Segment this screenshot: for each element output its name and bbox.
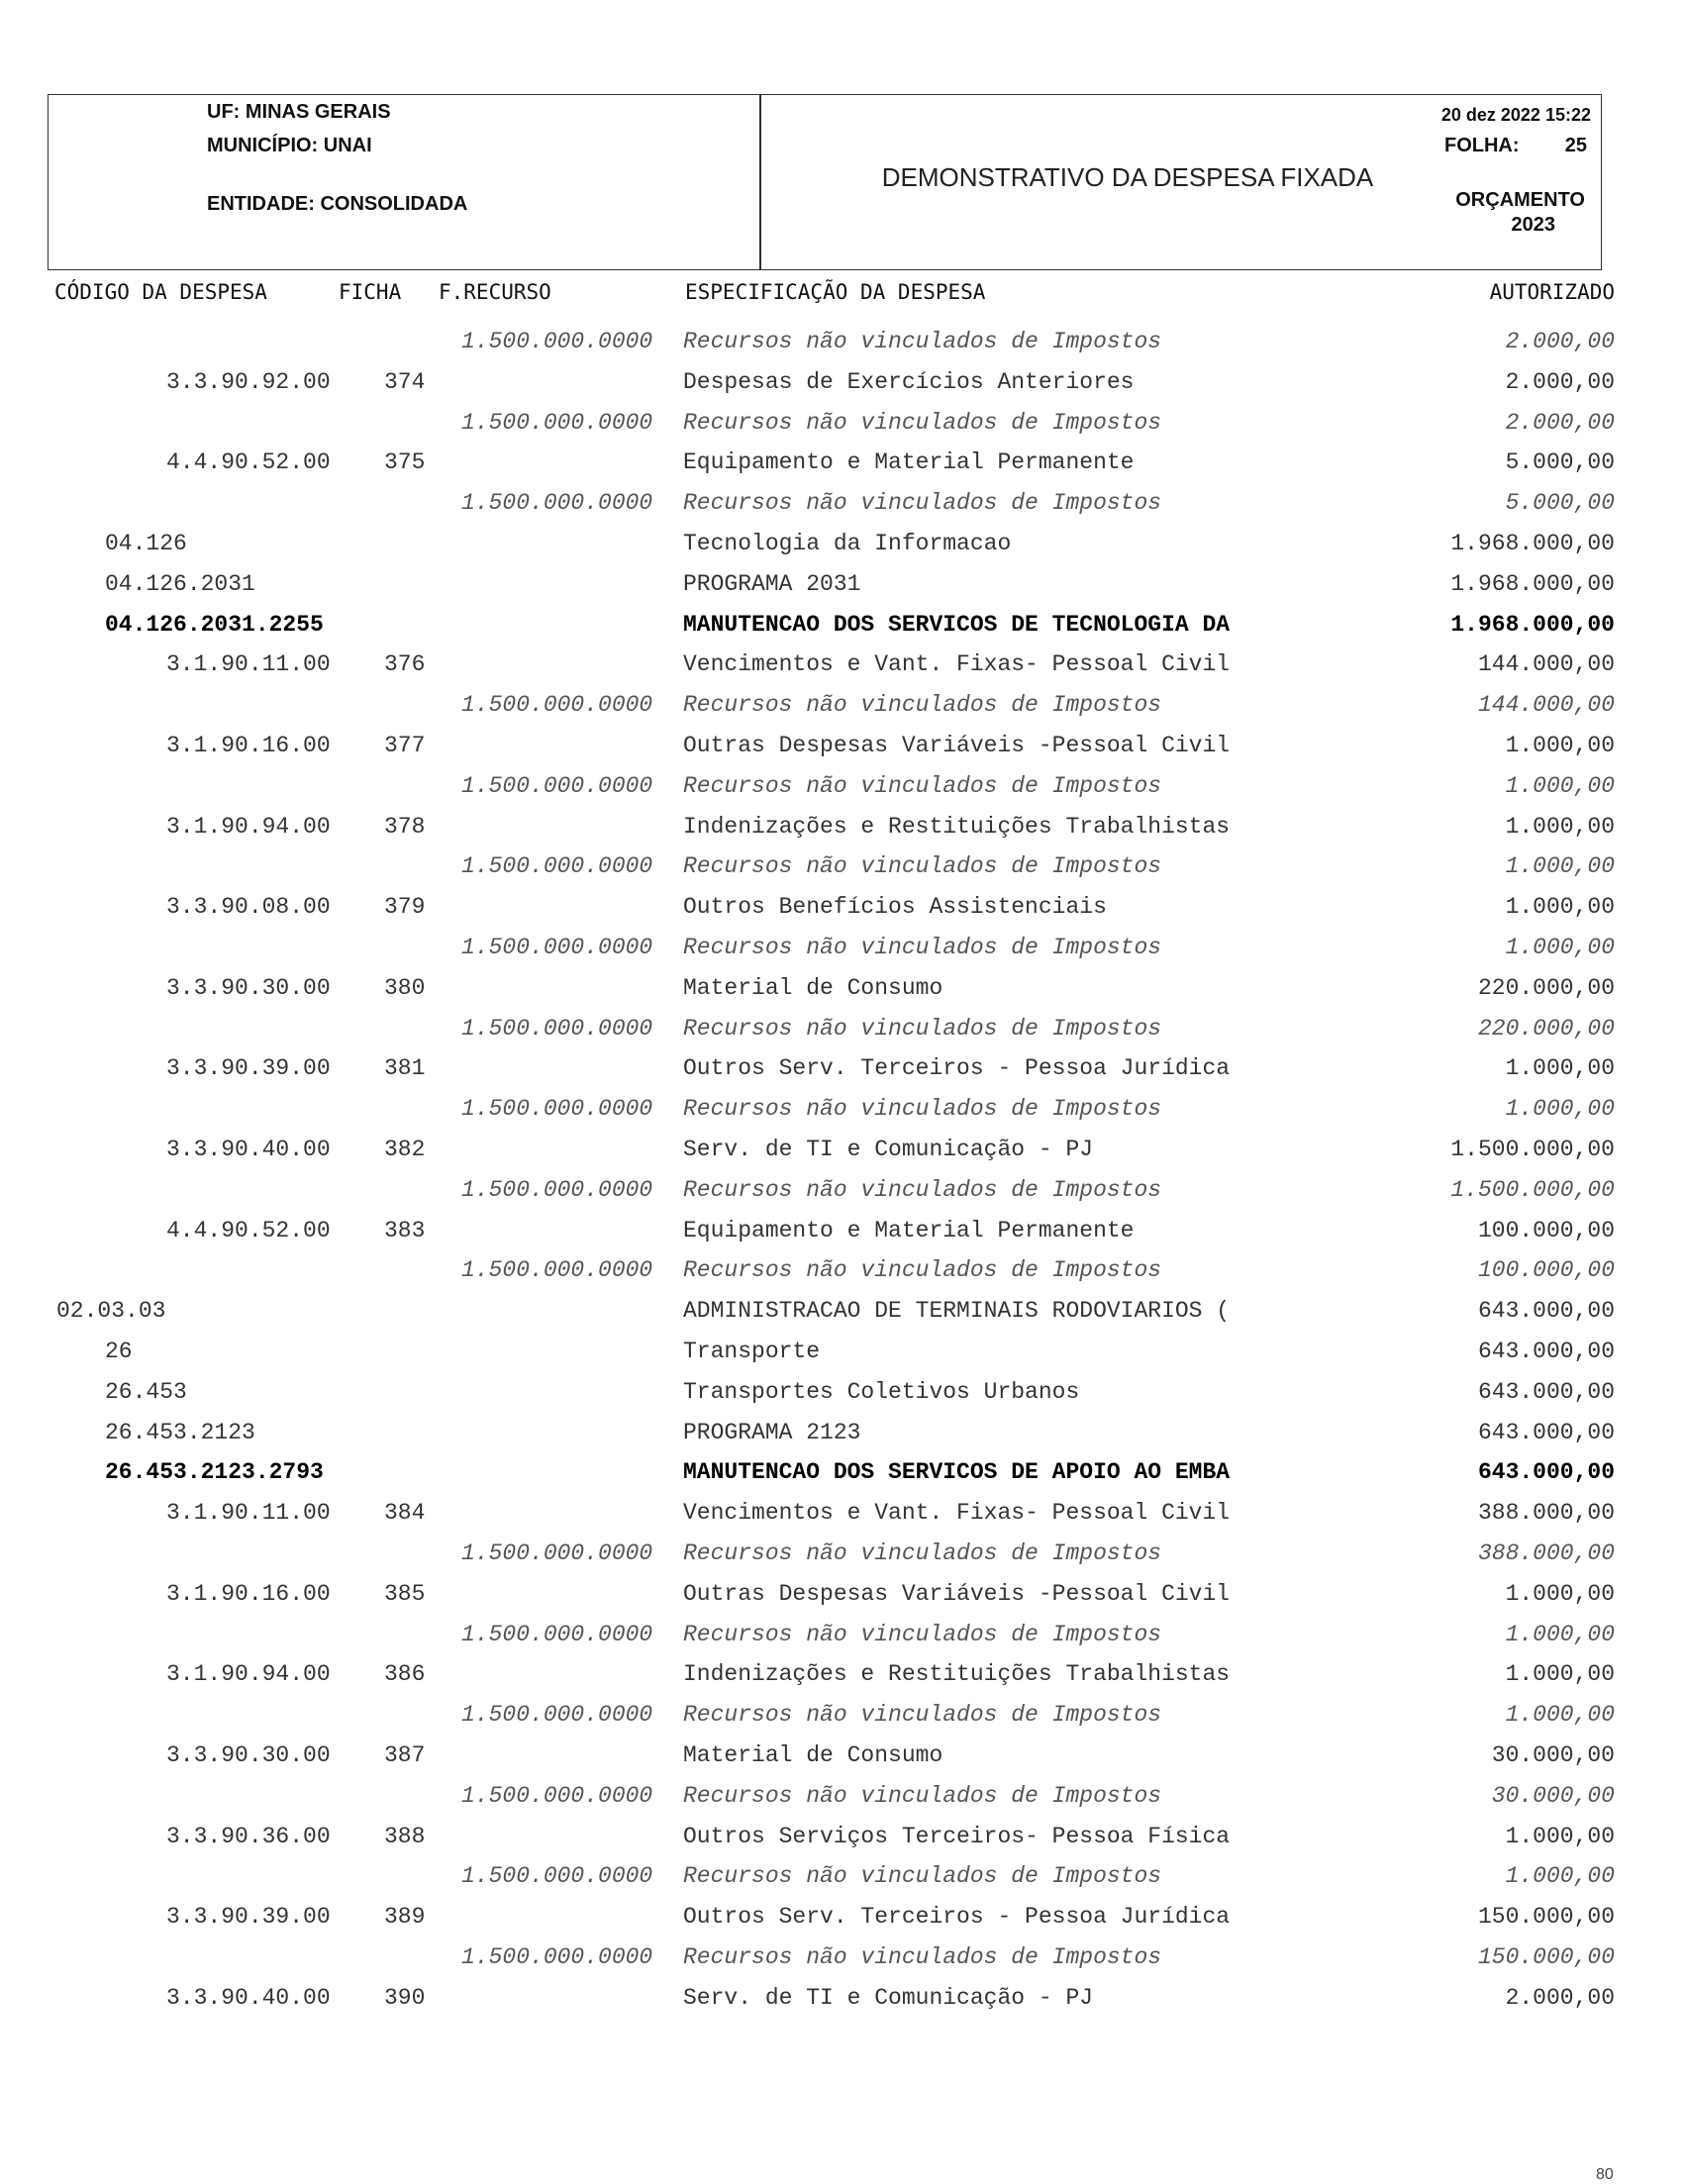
table-row	[0, 1175, 1684, 1215]
cell-autorizado: 5.000,00	[1505, 490, 1615, 517]
col-codigo-header: CÓDIGO DA DESPESA	[54, 280, 267, 304]
cell-fonte-recurso: 1.500.000.0000	[461, 1540, 653, 1566]
cell-especificacao: Equipamento e Material Permanente	[683, 449, 1135, 476]
table-row	[0, 690, 1684, 730]
cell-ficha: 376	[384, 651, 426, 678]
cell-especificacao: Recursos não vinculados de Impostos	[683, 1257, 1162, 1284]
cell-fonte-recurso: 1.500.000.0000	[461, 409, 653, 436]
cell-especificacao: Recursos não vinculados de Impostos	[683, 1863, 1162, 1890]
table-row	[0, 447, 1684, 487]
cell-autorizado: 1.000,00	[1505, 733, 1615, 758]
report-title: DEMONSTRATIVO DA DESPESA FIXADA	[881, 162, 1374, 192]
table-row	[0, 1740, 1684, 1780]
cell-code: 3.3.90.08.00	[166, 894, 331, 921]
cell-autorizado: 643.000,00	[1477, 1378, 1615, 1405]
cell-ficha: 381	[384, 1055, 426, 1082]
cell-especificacao: Vencimentos e Vant. Fixas- Pessoal Civil	[683, 651, 1231, 678]
cell-ficha: 389	[384, 1904, 426, 1931]
table-row	[0, 367, 1684, 407]
cell-autorizado: 643.000,00	[1477, 1339, 1615, 1364]
cell-ficha: 388	[384, 1823, 426, 1849]
cell-code: 26.453.2123	[105, 1419, 255, 1445]
table-row	[0, 1700, 1684, 1739]
cell-autorizado: 2.000,00	[1505, 368, 1615, 395]
col-especificacao-header: ESPECIFICAÇÃO DA DESPESA	[685, 280, 986, 304]
table-row	[0, 1418, 1684, 1457]
cell-code: 04.126.2031.2255	[105, 611, 324, 638]
cell-autorizado: 388.000,00	[1477, 1540, 1615, 1566]
table-row	[0, 1498, 1684, 1538]
cell-code: 26.453	[105, 1378, 187, 1405]
cell-autorizado: 1.000,00	[1505, 1621, 1615, 1647]
cell-ficha: 390	[384, 1984, 426, 2011]
cell-fonte-recurso: 1.500.000.0000	[461, 772, 653, 799]
cell-especificacao: Equipamento e Material Permanente	[683, 1217, 1135, 1243]
cell-autorizado: 1.000,00	[1505, 813, 1615, 840]
cell-autorizado: 1.968.000,00	[1450, 570, 1615, 597]
cell-ficha: 384	[384, 1500, 426, 1527]
cell-especificacao: Recursos não vinculados de Impostos	[683, 935, 1162, 960]
table-row	[0, 327, 1684, 366]
cell-autorizado: 220.000,00	[1477, 974, 1615, 1001]
cell-autorizado: 1.000,00	[1505, 1702, 1615, 1729]
table-row	[0, 488, 1684, 528]
cell-fonte-recurso: 1.500.000.0000	[461, 1621, 653, 1647]
cell-autorizado: 2.000,00	[1505, 329, 1615, 354]
cell-autorizado: 1.000,00	[1505, 1661, 1615, 1688]
cell-especificacao: Recursos não vinculados de Impostos	[683, 1782, 1162, 1809]
cell-code: 26	[105, 1339, 133, 1364]
table-row	[0, 731, 1684, 770]
table-row	[0, 1255, 1684, 1295]
table-row	[0, 1457, 1684, 1497]
cell-autorizado: 30.000,00	[1491, 1742, 1615, 1768]
table-row	[0, 1135, 1684, 1174]
table-row	[0, 529, 1684, 568]
table-row	[0, 771, 1684, 811]
table-row	[0, 1539, 1684, 1578]
cell-autorizado: 144.000,00	[1477, 692, 1615, 719]
cell-especificacao: Vencimentos e Vant. Fixas- Pessoal Civil	[683, 1500, 1231, 1527]
table-row	[0, 973, 1684, 1013]
cell-autorizado: 643.000,00	[1477, 1419, 1615, 1445]
cell-code: 3.3.90.40.00	[166, 1984, 331, 2011]
cell-ficha: 387	[384, 1742, 426, 1768]
cell-especificacao: Outras Despesas Variáveis -Pessoal Civil	[683, 733, 1231, 758]
page-number: 80	[1596, 2166, 1614, 2183]
cell-especificacao: Indenizações e Restituições Trabalhistas	[683, 813, 1231, 840]
cell-autorizado: 388.000,00	[1477, 1500, 1615, 1527]
cell-code: 04.126	[105, 531, 187, 556]
cell-autorizado: 1.000,00	[1505, 1580, 1615, 1607]
cell-especificacao: Recursos não vinculados de Impostos	[683, 490, 1162, 517]
cell-code: 3.3.90.39.00	[166, 1904, 331, 1931]
cell-especificacao: Recursos não vinculados de Impostos	[683, 329, 1162, 354]
table-row	[0, 1620, 1684, 1659]
table-row	[0, 408, 1684, 447]
cell-fonte-recurso: 1.500.000.0000	[461, 1176, 653, 1203]
cell-especificacao: Recursos não vinculados de Impostos	[683, 853, 1162, 880]
cell-autorizado: 643.000,00	[1477, 1298, 1615, 1325]
cell-especificacao: Transporte	[683, 1339, 821, 1364]
cell-especificacao: Recursos não vinculados de Impostos	[683, 1621, 1162, 1647]
cell-especificacao: Despesas de Exercícios Anteriores	[683, 368, 1135, 395]
table-row	[0, 1579, 1684, 1619]
col-autorizado-header: AUTORIZADO	[1489, 280, 1615, 304]
cell-especificacao: Recursos não vinculados de Impostos	[683, 409, 1162, 436]
cell-especificacao: Serv. de TI e Comunicação - PJ	[683, 1137, 1094, 1162]
cell-autorizado: 1.000,00	[1505, 1055, 1615, 1082]
cell-autorizado: 1.000,00	[1505, 894, 1615, 921]
cell-autorizado: 2.000,00	[1505, 1984, 1615, 2011]
cell-fonte-recurso: 1.500.000.0000	[461, 692, 653, 719]
cell-ficha: 386	[384, 1661, 426, 1688]
table-row	[0, 1094, 1684, 1134]
cell-code: 3.3.90.30.00	[166, 1742, 331, 1768]
cell-ficha: 383	[384, 1217, 426, 1243]
municipio-label: MUNICÍPIO: UNAI	[207, 135, 372, 156]
cell-especificacao: Tecnologia da Informacao	[683, 531, 1012, 556]
cell-code: 3.3.90.92.00	[166, 368, 331, 395]
cell-autorizado: 1.000,00	[1505, 1863, 1615, 1890]
cell-ficha: 374	[384, 368, 426, 395]
cell-autorizado: 1.000,00	[1505, 772, 1615, 799]
cell-especificacao: Outros Serv. Terceiros - Pessoa Jurídica	[683, 1904, 1231, 1931]
table-row	[0, 610, 1684, 649]
table-row	[0, 649, 1684, 689]
cell-code: 3.1.90.16.00	[166, 1580, 331, 1607]
cell-code: 3.1.90.16.00	[166, 733, 331, 758]
cell-especificacao: Serv. de TI e Comunicação - PJ	[683, 1984, 1094, 2011]
table-row	[0, 569, 1684, 609]
cell-ficha: 378	[384, 813, 426, 840]
orcamento-label: ORÇAMENTO	[1455, 189, 1585, 211]
cell-especificacao: Recursos não vinculados de Impostos	[683, 1176, 1162, 1203]
cell-autorizado: 1.968.000,00	[1450, 611, 1615, 638]
table-row	[0, 1216, 1684, 1255]
cell-autorizado: 220.000,00	[1477, 1015, 1615, 1042]
table-row	[0, 1861, 1684, 1901]
cell-autorizado: 30.000,00	[1491, 1782, 1615, 1809]
cell-autorizado: 5.000,00	[1505, 449, 1615, 476]
report-datetime: 20 dez 2022 15:22	[1440, 105, 1591, 125]
cell-code: 26.453.2123.2793	[105, 1459, 324, 1486]
cell-especificacao: Indenizações e Restituições Trabalhistas	[683, 1661, 1231, 1688]
cell-autorizado: 1.000,00	[1505, 935, 1615, 960]
cell-autorizado: 144.000,00	[1477, 651, 1615, 678]
cell-especificacao: Recursos não vinculados de Impostos	[683, 1702, 1162, 1729]
cell-especificacao: Recursos não vinculados de Impostos	[683, 1944, 1162, 1970]
cell-ficha: 382	[384, 1137, 426, 1162]
cell-code: 4.4.90.52.00	[166, 449, 331, 476]
table-row	[0, 1822, 1684, 1861]
cell-ficha: 385	[384, 1580, 426, 1607]
cell-code: 3.3.90.36.00	[166, 1823, 331, 1849]
cell-autorizado: 1.000,00	[1505, 1823, 1615, 1849]
cell-autorizado: 643.000,00	[1477, 1459, 1615, 1486]
cell-code: 02.03.03	[56, 1298, 166, 1325]
cell-fonte-recurso: 1.500.000.0000	[461, 1863, 653, 1890]
cell-code: 3.1.90.11.00	[166, 1500, 331, 1527]
cell-autorizado: 1.500.000,00	[1450, 1176, 1615, 1203]
cell-code: 4.4.90.52.00	[166, 1217, 331, 1243]
cell-autorizado: 100.000,00	[1477, 1217, 1615, 1243]
cell-especificacao: PROGRAMA 2031	[683, 570, 861, 597]
entidade-label: ENTIDADE: CONSOLIDADA	[207, 193, 468, 215]
table-row	[0, 851, 1684, 891]
cell-especificacao: Recursos não vinculados de Impostos	[683, 772, 1162, 799]
cell-code: 3.3.90.30.00	[166, 974, 331, 1001]
cell-fonte-recurso: 1.500.000.0000	[461, 935, 653, 960]
cell-autorizado: 150.000,00	[1477, 1904, 1615, 1931]
table-row	[0, 1942, 1684, 1982]
cell-code: 3.1.90.94.00	[166, 813, 331, 840]
cell-ficha: 380	[384, 974, 426, 1001]
table-row	[0, 1781, 1684, 1821]
cell-code: 3.3.90.39.00	[166, 1055, 331, 1082]
cell-especificacao: Recursos não vinculados de Impostos	[683, 692, 1162, 719]
col-frecurso-header: F.RECURSO	[439, 280, 551, 304]
cell-fonte-recurso: 1.500.000.0000	[461, 490, 653, 517]
cell-especificacao: Recursos não vinculados de Impostos	[683, 1096, 1162, 1123]
folha-value: 25	[1564, 135, 1587, 156]
cell-autorizado: 1.968.000,00	[1450, 531, 1615, 556]
cell-especificacao: Recursos não vinculados de Impostos	[683, 1015, 1162, 1042]
cell-autorizado: 1.000,00	[1505, 853, 1615, 880]
cell-fonte-recurso: 1.500.000.0000	[461, 1782, 653, 1809]
table-row	[0, 892, 1684, 932]
cell-especificacao: ADMINISTRACAO DE TERMINAIS RODOVIARIOS (	[683, 1298, 1231, 1325]
col-ficha-header: FICHA	[339, 280, 402, 304]
cell-especificacao: Outros Benefícios Assistenciais	[683, 894, 1107, 921]
table-row	[0, 1296, 1684, 1336]
cell-autorizado: 100.000,00	[1477, 1257, 1615, 1284]
cell-code: 04.126.2031	[105, 570, 255, 597]
table-row	[0, 1377, 1684, 1417]
cell-fonte-recurso: 1.500.000.0000	[461, 1944, 653, 1970]
cell-ficha: 375	[384, 449, 426, 476]
table-row	[0, 812, 1684, 851]
table-row	[0, 1337, 1684, 1376]
cell-fonte-recurso: 1.500.000.0000	[461, 853, 653, 880]
cell-especificacao: Outros Serv. Terceiros - Pessoa Jurídica	[683, 1055, 1231, 1082]
table-row	[0, 1014, 1684, 1053]
cell-autorizado: 2.000,00	[1505, 409, 1615, 436]
cell-fonte-recurso: 1.500.000.0000	[461, 329, 653, 354]
cell-especificacao: PROGRAMA 2123	[683, 1419, 861, 1445]
cell-especificacao: Transportes Coletivos Urbanos	[683, 1378, 1080, 1405]
cell-especificacao: MANUTENCAO DOS SERVICOS DE APOIO AO EMBA	[683, 1459, 1231, 1486]
report-header	[48, 94, 1602, 270]
table-row	[0, 1983, 1684, 2023]
cell-code: 3.3.90.40.00	[166, 1137, 331, 1162]
table-row	[0, 1659, 1684, 1699]
cell-especificacao: Recursos não vinculados de Impostos	[683, 1540, 1162, 1566]
cell-especificacao: Material de Consumo	[683, 1742, 943, 1768]
cell-especificacao: Outros Serviços Terceiros- Pessoa Física	[683, 1823, 1231, 1849]
cell-especificacao: MANUTENCAO DOS SERVICOS DE TECNOLOGIA DA	[683, 611, 1231, 638]
cell-autorizado: 1.000,00	[1505, 1096, 1615, 1123]
cell-autorizado: 150.000,00	[1477, 1944, 1615, 1970]
cell-code: 3.1.90.11.00	[166, 651, 331, 678]
cell-fonte-recurso: 1.500.000.0000	[461, 1257, 653, 1284]
table-row	[0, 1053, 1684, 1093]
cell-code: 3.1.90.94.00	[166, 1661, 331, 1688]
table-row	[0, 933, 1684, 972]
folha-label: FOLHA:	[1444, 135, 1520, 156]
cell-ficha: 379	[384, 894, 426, 921]
cell-fonte-recurso: 1.500.000.0000	[461, 1702, 653, 1729]
cell-fonte-recurso: 1.500.000.0000	[461, 1096, 653, 1123]
uf-label: UF: MINAS GERAIS	[207, 101, 391, 123]
cell-especificacao: Outras Despesas Variáveis -Pessoal Civil	[683, 1580, 1231, 1607]
cell-autorizado: 1.500.000,00	[1450, 1137, 1615, 1162]
cell-fonte-recurso: 1.500.000.0000	[461, 1015, 653, 1042]
table-row	[0, 1902, 1684, 1941]
cell-especificacao: Material de Consumo	[683, 974, 943, 1001]
cell-ficha: 377	[384, 733, 426, 758]
orcamento-year: 2023	[1511, 214, 1555, 236]
